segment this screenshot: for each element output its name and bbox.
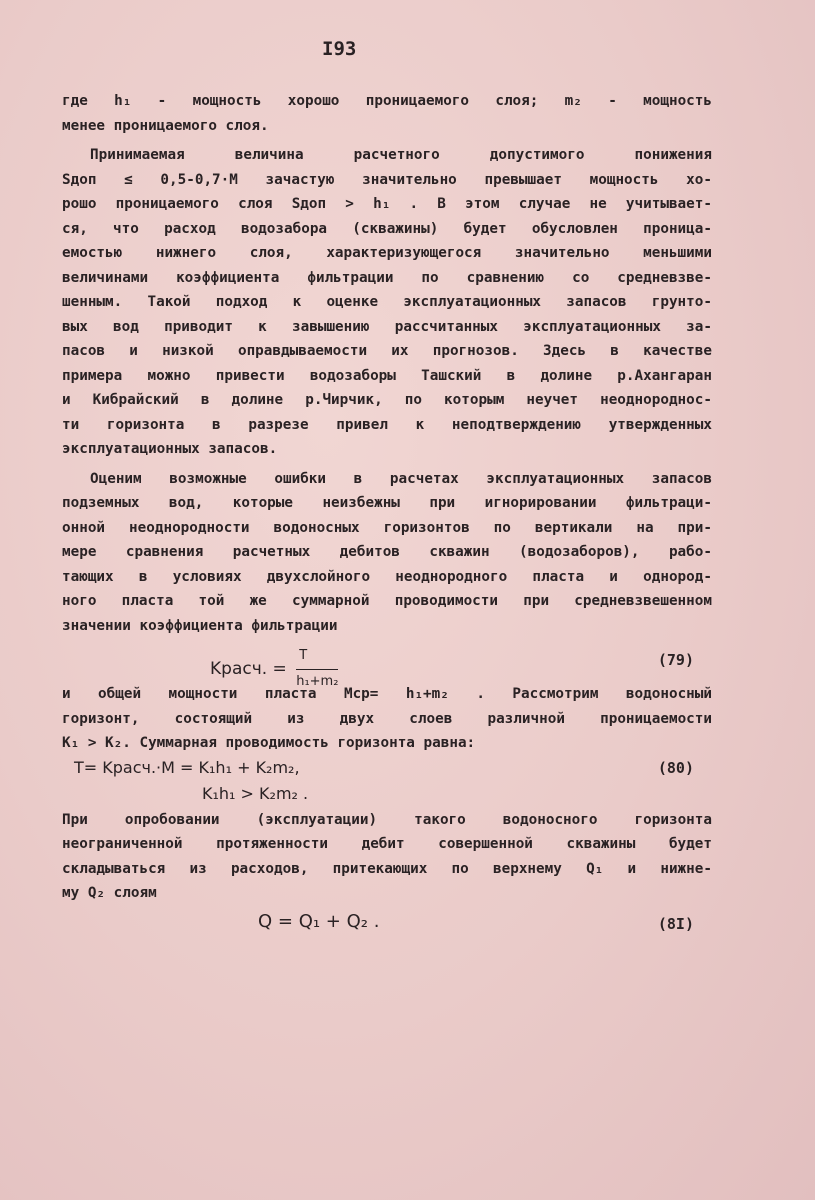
text-line: Оценим возможные ошибки в расчетах эксплуатационных запасов	[90, 470, 712, 487]
text-line: Принимаемая величина расчетного допустимого понижения	[90, 147, 712, 163]
text-line: онной неоднородности водоносных горизонтов по вертикали на при-	[62, 519, 712, 536]
fraction-denominator: h₁+m₂	[296, 673, 339, 689]
text-line: вых вод приводит к завышению рассчитанных эксплуатационных за-	[62, 318, 712, 335]
text-line: где h₁ - мощность хорошо проницаемого слоя; m₂ - мощность	[62, 93, 712, 109]
equation-number: (8I)	[657, 914, 694, 933]
text-line: K₁ > K₂. Суммарная проводимость горизонта равна:	[62, 735, 476, 751]
equation-number: (80)	[657, 758, 694, 777]
text-line: горизонт, состоящий из двух слоев различной проницаемости	[62, 710, 712, 727]
text-line: значении коэффициента фильтрации	[62, 617, 338, 634]
text-line: му Q₂ слоям	[62, 885, 157, 901]
equation-lhs: Kрасч. =	[210, 658, 287, 679]
text-line: рошо проницаемого слоя Sдоп > h₁ . В этом случае не учитывает-	[62, 196, 712, 212]
text-line: ти горизонта в разрезе привел к неподтверждению утвержденных	[62, 416, 712, 433]
equation-79	[62, 638, 712, 689]
text-line: ся, что расход водозабора (скважины) будет обусловлен проница-	[62, 220, 712, 237]
text-line: складываться из расходов, притекающих по верхнему Q₁ и нижне-	[62, 860, 712, 877]
page-number: I93	[322, 38, 357, 60]
equation-number: (79)	[657, 651, 694, 669]
text-line: и общей мощности пласта Mср= h₁+m₂ . Рассмотрим водоносный	[62, 686, 712, 702]
text-line: пасов и низкой оправдываемости их прогнозов. Здесь в качестве	[62, 343, 712, 359]
fraction-numerator: T	[296, 644, 338, 670]
equation-line: Q = Q₁ + Q₂ .	[258, 910, 380, 932]
text-line: мере сравнения расчетных дебитов скважин (водозаборов), рабо-	[62, 544, 712, 560]
text-line: тающих в условиях двухслойного неоднородного пласта и однород-	[62, 568, 712, 585]
text-line: величинами коэффициента фильтрации по сравнению со средневзве-	[62, 269, 712, 286]
text-line: подземных вод, которые неизбежны при игнорировании фильтраци-	[62, 495, 712, 511]
text-line: менее проницаемого слоя.	[62, 117, 269, 134]
text-line: ного пласта той же суммарной проводимости при средневзвешенном	[62, 593, 712, 609]
text-line: емостью нижнего слоя, характеризующегося значительно меньшими	[62, 245, 712, 261]
text-line: шенным. Такой подход к оценке эксплуатационных запасов грунто-	[62, 294, 712, 310]
fraction	[210, 644, 338, 694]
text-line: Sдоп ≤ 0,5-0,7·M зачастую значительно превышает мощность хо-	[62, 171, 712, 188]
equation-line: T= Kрасч.·M = K₁h₁ + K₂m₂,	[74, 757, 300, 777]
equation-81	[62, 906, 712, 940]
text-line: эксплуатационных запасов.	[62, 441, 278, 457]
text-line: примера можно привести водозаборы Ташский в долине р.Ахангаран	[62, 367, 712, 384]
text-line: и Кибрайский в долине р.Чирчик, по которым неучет неоднороднос-	[62, 392, 712, 408]
body-text	[62, 89, 712, 940]
equation-line: K₁h₁ > K₂m₂ .	[202, 783, 309, 803]
equation-80	[62, 756, 712, 808]
text-line: неограниченной протяженности дебит совершенной скважины будет	[62, 836, 712, 852]
text-line: При опробовании (эксплуатации) такого водоносного горизонта	[62, 811, 712, 828]
